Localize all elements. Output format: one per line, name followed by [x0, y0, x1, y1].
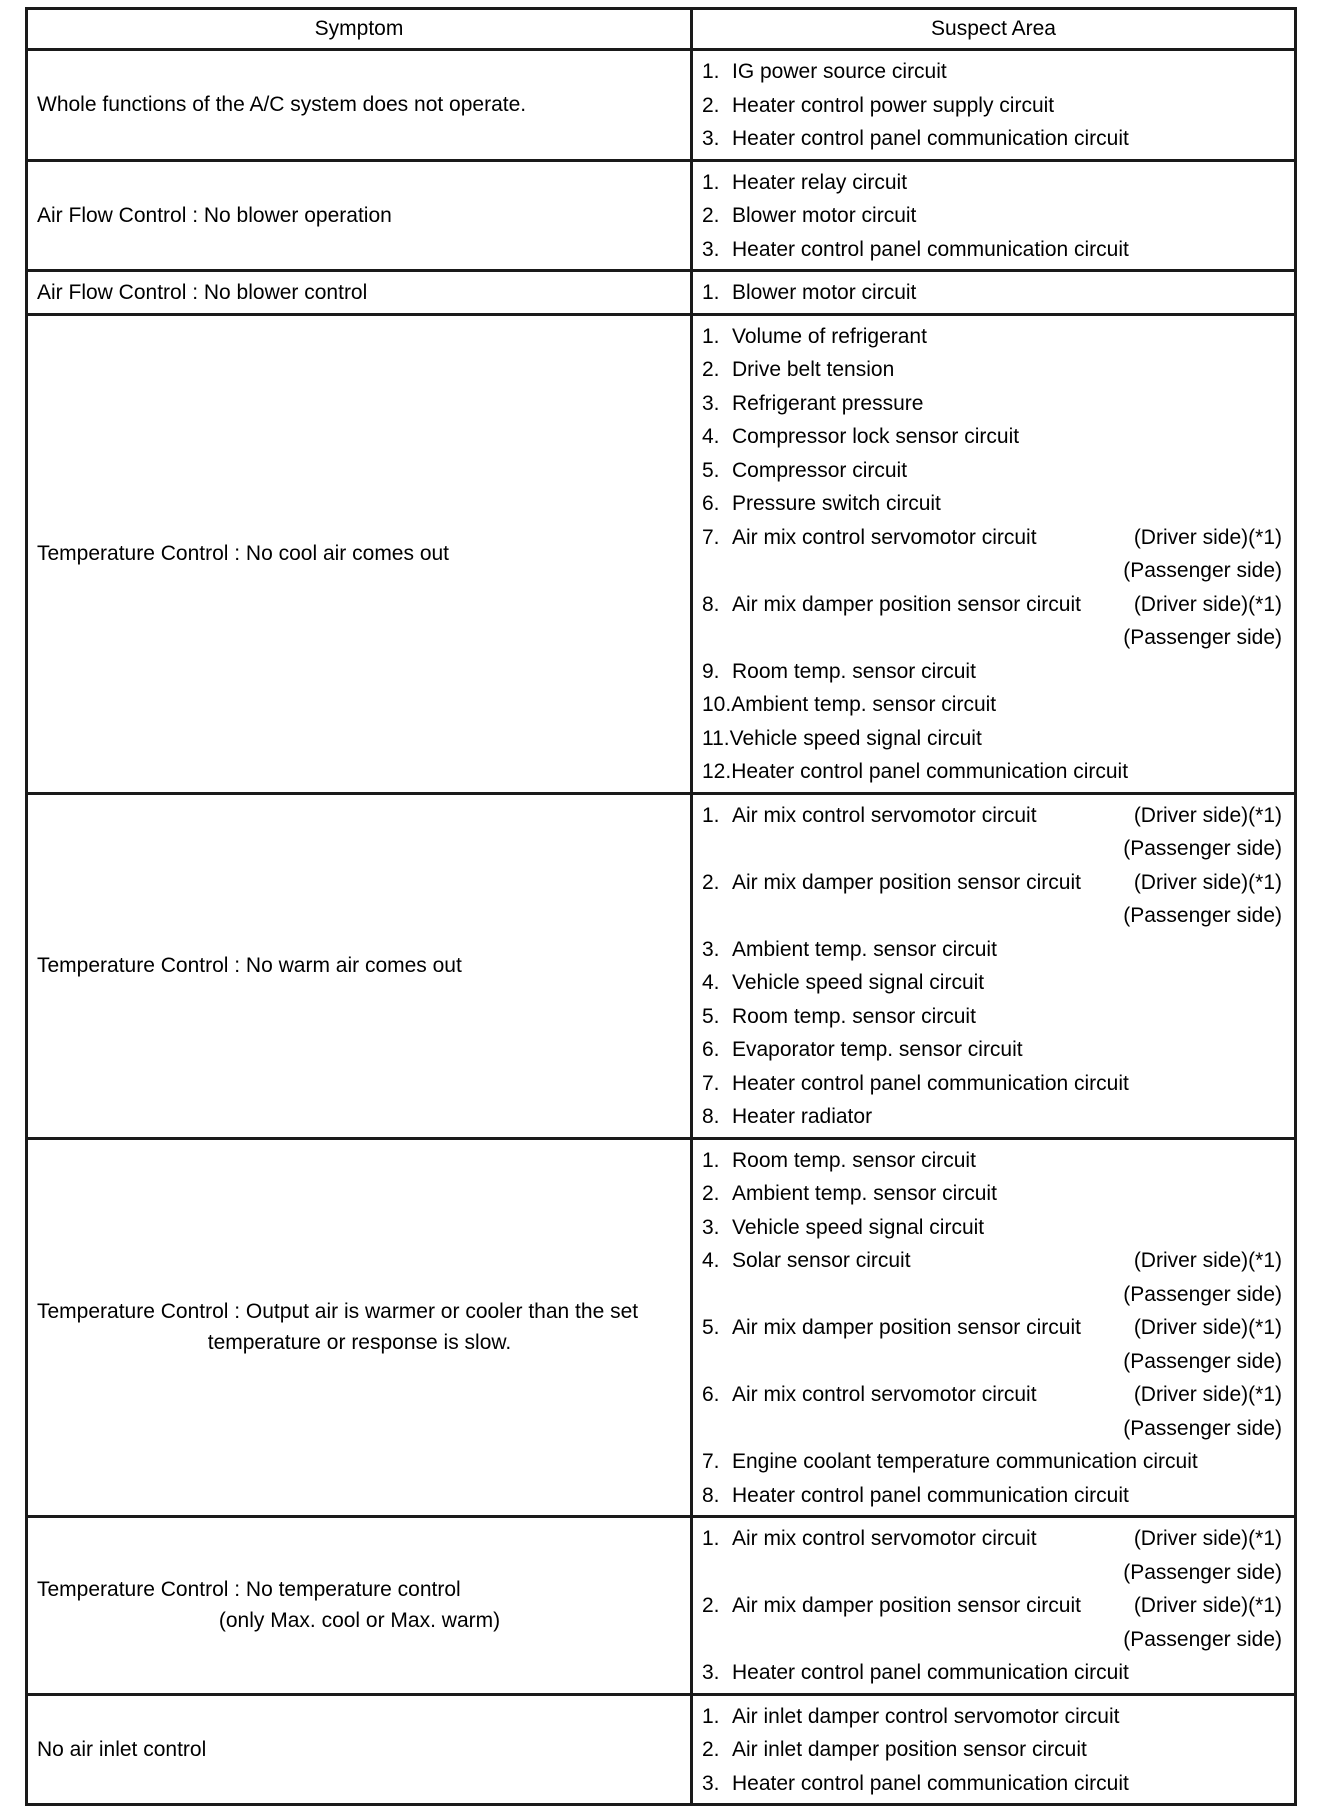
symptom-text: Air Flow Control : No blower control [37, 280, 368, 304]
symptom-cell [27, 793, 692, 1138]
item-number: 2. [702, 204, 720, 227]
item-side-note: (Driver side)(*1) [1133, 870, 1282, 894]
symptom-header: Symptom [27, 9, 692, 50]
item-side-note: (Passenger side) [1123, 837, 1282, 860]
item-side-note: (Driver side)(*1) [1133, 592, 1282, 616]
item-side-note: (Passenger side) [1123, 1416, 1282, 1440]
item-number: 11. [702, 726, 730, 750]
suspect-item [702, 521, 1282, 555]
item-side-note: (Passenger side) [1123, 1560, 1282, 1584]
item-text: Air mix control servomotor circuit [732, 803, 1037, 827]
item-text: Evaporator temp. sensor circuit [732, 1038, 1023, 1061]
item-text: IG power source circuit [732, 60, 947, 83]
suspect-item [702, 832, 1282, 866]
suspect-item [702, 1445, 1282, 1479]
item-number: 3. [702, 1771, 720, 1795]
item-side-note: (Passenger side) [1123, 626, 1282, 649]
symptom-text: Temperature Control : No temperature control [37, 1578, 461, 1602]
suspect-item [702, 320, 1282, 354]
item-text: Heater relay circuit [732, 170, 908, 194]
item-text: Air mix damper position sensor circuit [732, 870, 1081, 894]
item-text: Heater control power supply circuit [732, 93, 1055, 117]
item-number: 8. [702, 1483, 720, 1507]
table-row [27, 793, 1296, 1138]
suspect-item [702, 1589, 1282, 1623]
troubleshooting-table [25, 7, 1297, 1806]
suspect-area-cell [692, 50, 1296, 161]
item-number: 2. [702, 1738, 720, 1761]
suspect-item [702, 755, 1282, 789]
suspect-item [702, 1311, 1282, 1345]
item-number: 8. [702, 1105, 720, 1128]
item-text: Air inlet damper control servomotor circuit [732, 1704, 1120, 1728]
item-number: 3. [702, 1661, 720, 1684]
suspect-item [702, 487, 1282, 521]
suspect-item [702, 55, 1282, 89]
suspect-item [702, 1767, 1282, 1801]
suspect-area-cell [692, 1138, 1296, 1517]
table-row [27, 314, 1296, 793]
item-number: 1. [702, 324, 720, 348]
item-number: 12. [702, 760, 732, 783]
item-number: 5. [702, 1004, 720, 1028]
item-number: 4. [702, 1249, 720, 1272]
item-side-note: (Driver side)(*1) [1133, 1594, 1282, 1617]
item-text: Compressor lock sensor circuit [732, 425, 1020, 448]
suspect-item [702, 1412, 1282, 1446]
item-number: 2. [702, 358, 720, 381]
item-text: Refrigerant pressure [732, 391, 924, 415]
item-text: Solar sensor circuit [732, 1249, 911, 1272]
suspect-item [702, 199, 1282, 233]
item-number: 9. [702, 659, 720, 683]
item-text: Heater control panel communication circuit [732, 1771, 1129, 1795]
symptom-text: temperature or response is slow. [207, 1331, 512, 1355]
item-text: Vehicle speed signal circuit [732, 971, 985, 994]
suspect-item [702, 89, 1282, 123]
item-number: 4. [702, 425, 720, 448]
item-text: Air mix control servomotor circuit [732, 1383, 1037, 1406]
item-text: Blower motor circuit [732, 204, 917, 227]
item-side-note: (Driver side)(*1) [1133, 525, 1282, 549]
item-text: Ambient temp. sensor circuit [732, 1182, 997, 1205]
item-number: 1. [702, 1148, 720, 1172]
suspect-item [702, 1211, 1282, 1245]
item-text: Air mix damper position sensor circuit [732, 1316, 1081, 1339]
item-number: 1. [702, 170, 720, 194]
suspect-item [702, 1100, 1282, 1134]
item-side-note: (Driver side)(*1) [1133, 803, 1282, 827]
item-text: Vehicle speed signal circuit [729, 726, 982, 750]
item-number: 1. [702, 1527, 720, 1550]
suspect-item [702, 1656, 1282, 1690]
item-number: 2. [702, 93, 720, 117]
suspect-item [702, 655, 1282, 689]
table-row [27, 1694, 1296, 1805]
symptom-text: Temperature Control : No warm air comes out [37, 954, 462, 977]
item-text: Room temp. sensor circuit [732, 1004, 976, 1028]
table-row [27, 50, 1296, 161]
item-number: 6. [702, 1383, 720, 1406]
suspect-item [702, 1556, 1282, 1590]
symptom-cell [27, 314, 692, 793]
item-text: Heater control panel communication circuit [732, 237, 1129, 261]
item-text: Air mix control servomotor circuit [732, 525, 1037, 549]
item-text: Compressor circuit [732, 458, 908, 482]
item-text: Heater radiator [732, 1105, 873, 1128]
suspect-item [702, 420, 1282, 454]
suspect-item [702, 866, 1282, 900]
symptom-cell [27, 1517, 692, 1695]
item-text: Engine coolant temperature communication circuit [732, 1450, 1198, 1473]
suspect-item [702, 1522, 1282, 1556]
item-number: 3. [702, 937, 720, 961]
suspect-item [702, 899, 1282, 933]
item-side-note: (Passenger side) [1123, 1349, 1282, 1373]
table-row [27, 160, 1296, 271]
suspect-area-cell [692, 271, 1296, 315]
item-side-note: (Driver side)(*1) [1133, 1527, 1282, 1550]
item-side-note: (Passenger side) [1123, 559, 1282, 582]
item-number: 1. [702, 1704, 720, 1728]
item-number: 2. [702, 1182, 720, 1205]
table-row [27, 271, 1296, 315]
item-text: Pressure switch circuit [732, 492, 941, 515]
symptom-cell [27, 160, 692, 271]
item-number: 1. [702, 803, 720, 827]
symptom-cell [27, 50, 692, 161]
symptom-text: (only Max. cool or Max. warm) [218, 1609, 501, 1633]
symptom-text: Whole functions of the A/C system does not operate. [37, 93, 527, 117]
suspect-item [702, 799, 1282, 833]
suspect-item [702, 1623, 1282, 1657]
suspect-item [702, 554, 1282, 588]
item-side-note: (Driver side)(*1) [1133, 1316, 1282, 1339]
item-number: 2. [702, 870, 720, 894]
item-number: 3. [702, 127, 720, 150]
header-row [27, 9, 1296, 50]
item-number: 3. [702, 237, 720, 261]
item-side-note: (Driver side)(*1) [1133, 1249, 1282, 1272]
suspect-item [702, 621, 1282, 655]
suspect-area-cell [692, 160, 1296, 271]
item-number: 8. [702, 592, 720, 616]
suspect-item [702, 1244, 1282, 1278]
item-text: Heater control panel communication circuit [732, 1483, 1129, 1507]
suspect-area-cell [692, 1517, 1296, 1695]
item-side-note: (Passenger side) [1123, 1627, 1282, 1651]
suspect-item [702, 1733, 1282, 1767]
suspect-item [702, 933, 1282, 967]
suspect-item [702, 233, 1282, 267]
symptom-text: Temperature Control : Output air is warmer or cooler than the set [37, 1300, 639, 1324]
suspect-item [702, 454, 1282, 488]
suspect-area-header: Suspect Area [692, 9, 1296, 50]
item-text: Vehicle speed signal circuit [732, 1215, 985, 1239]
suspect-area-cell [692, 314, 1296, 793]
item-side-note: (Driver side)(*1) [1133, 1383, 1282, 1406]
suspect-item [702, 1479, 1282, 1513]
suspect-item [702, 1700, 1282, 1734]
item-number: 7. [702, 1450, 720, 1473]
symptom-cell [27, 271, 692, 315]
suspect-area-cell [692, 793, 1296, 1138]
item-text: Room temp. sensor circuit [732, 659, 976, 683]
suspect-item [702, 1144, 1282, 1178]
item-text: Blower motor circuit [732, 281, 917, 304]
suspect-item [702, 1067, 1282, 1101]
item-text: Heater control panel communication circuit [731, 760, 1129, 783]
suspect-item [702, 1345, 1282, 1379]
item-number: 7. [702, 1071, 720, 1095]
item-text: Heater control panel communication circuit [732, 1661, 1129, 1684]
symptom-cell [27, 1694, 692, 1805]
item-number: 4. [702, 971, 720, 994]
suspect-item [702, 966, 1282, 1000]
item-text: Drive belt tension [732, 358, 895, 381]
item-number: 6. [702, 1038, 720, 1061]
suspect-item [702, 688, 1282, 722]
item-number: 1. [702, 60, 720, 83]
table-row [27, 1517, 1296, 1695]
symptom-text: No air inlet control [37, 1737, 207, 1761]
symptom-cell [27, 1138, 692, 1517]
suspect-area-cell [692, 1694, 1296, 1805]
suspect-item [702, 387, 1282, 421]
suspect-item [702, 722, 1282, 756]
table-body [27, 50, 1296, 1805]
item-text: Air mix damper position sensor circuit [732, 592, 1081, 616]
suspect-item [702, 166, 1282, 200]
item-text: Air mix control servomotor circuit [732, 1527, 1037, 1550]
suspect-item [702, 353, 1282, 387]
suspect-item [702, 1177, 1282, 1211]
item-text: Heater control panel communication circuit [732, 1071, 1129, 1095]
item-number: 10. [702, 693, 732, 716]
item-text: Air mix damper position sensor circuit [732, 1594, 1081, 1617]
table-row [27, 1138, 1296, 1517]
item-number: 6. [702, 492, 720, 515]
item-side-note: (Passenger side) [1123, 904, 1282, 927]
suspect-item [702, 1378, 1282, 1412]
suspect-item [702, 1000, 1282, 1034]
symptom-text: Air Flow Control : No blower operation [37, 203, 392, 227]
suspect-item [702, 1033, 1282, 1067]
item-number: 3. [702, 1215, 720, 1239]
item-number: 7. [702, 525, 720, 549]
item-number: 1. [702, 281, 720, 304]
suspect-item [702, 588, 1282, 622]
suspect-item [702, 276, 1282, 310]
item-number: 2. [702, 1594, 720, 1617]
item-number: 5. [702, 458, 720, 482]
symptom-text: Temperature Control : No cool air comes out [37, 542, 450, 565]
item-text: Heater control panel communication circuit [732, 127, 1129, 150]
item-text: Ambient temp. sensor circuit [732, 937, 997, 961]
item-number: 5. [702, 1316, 720, 1339]
item-text: Room temp. sensor circuit [732, 1148, 976, 1172]
item-text: Ambient temp. sensor circuit [731, 693, 997, 716]
suspect-item [702, 1278, 1282, 1312]
item-number: 3. [702, 391, 720, 415]
suspect-item [702, 122, 1282, 156]
item-side-note: (Passenger side) [1123, 1282, 1282, 1306]
item-text: Volume of refrigerant [732, 324, 927, 348]
item-text: Air inlet damper position sensor circuit [732, 1738, 1087, 1761]
